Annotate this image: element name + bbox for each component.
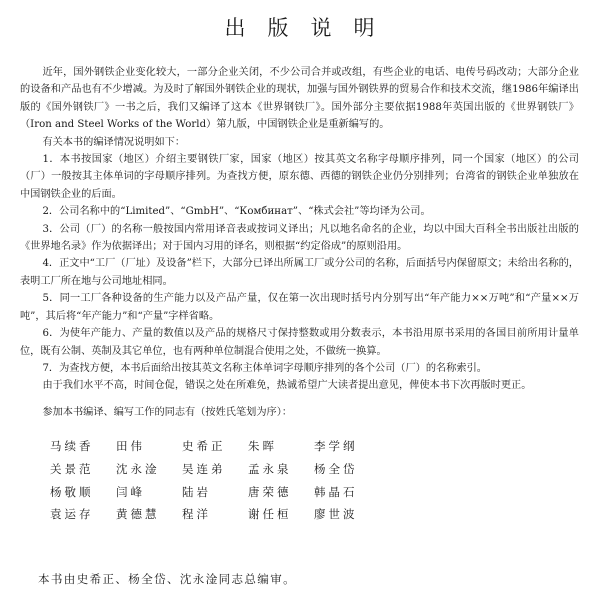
contributor-name: 田伟: [116, 439, 145, 454]
contributors-row: [50, 503, 579, 526]
contributor-name: 廖世波: [314, 507, 358, 522]
intro-paragraph: 近年，国外钢铁企业变化较大，一部分企业关闭，不少公司合并或改组，有些企业的电话、电传号码改动；大部分企业的设备和产品也有不少增减。为及时了解国外钢铁企业的现状，加强与国外钢铁界的贸易合作和技术交流，继1986年编译出版的《国外钢铁厂》一书之后，我们又编译了这本《世界钢铁厂》。国外部分主要依据1988年英国出版的《世界钢铁厂》（Iron and Steel Works of the World）第九版，中国钢铁企业是重新编写的。: [20, 67, 579, 131]
contributor-name: 陆岩: [182, 484, 211, 499]
note-5: 5．同一工厂各种设备的生产能力以及产品产量，仅在第一次出现时括号内分别写出“年产能力××万吨”和“产量××万吨”，其后将“年产能力”和“产量”字样省略。: [20, 293, 579, 322]
contributor-name: 袁运存: [50, 507, 94, 522]
contributor-name: 孟永泉: [248, 462, 292, 477]
contributor-name: 李学纲: [314, 439, 358, 454]
contributor-name: 吴连弟: [182, 462, 226, 477]
contributor-name: 沈永淦: [116, 462, 160, 477]
notes-heading: 有关本书的编译情况说明如下：: [42, 136, 186, 148]
note-3: 3．公司（厂）的名称一般按国内常用译音表或按词义译出；凡以地名命名的企业，均以中国大百科全书出版社出版的《世界地名录》作为依据译出；对于国内习用的译名，则根据“约定俗成”的原则沿用。: [20, 223, 579, 253]
note-7: 7．为查找方便，本书后面给出按其英文名称主体单词字母顺序排列的各个公司（厂）的名称索引。: [42, 362, 487, 374]
contributors-row: [50, 435, 579, 458]
contributor-name: 黄德慧: [116, 507, 160, 522]
contributor-name: 史希正: [182, 439, 226, 454]
note-6: 6．为使年产能力、产量的数值以及产品的规格尺寸保持整数或用分数表示，本书沿用原书采用的各国目前所用计量单位，既有公制、英制及其它单位，也有两种单位制混合使用之处，不做统一换算。: [20, 328, 579, 357]
contributor-name: 杨全岱: [314, 462, 358, 477]
contributor-name: 韩晶石: [314, 484, 358, 499]
contributor-name: 朱晖: [248, 439, 277, 454]
editors-note: 本书由史希正、杨全岱、沈永淦同志总编审。: [38, 572, 296, 586]
contributor-name: 杨敬顺: [50, 484, 94, 499]
contributor-name: 唐荣德: [248, 484, 292, 499]
contributors-heading: 参加本书编译、编写工作的同志有（按姓氏笔划为序）：: [42, 406, 293, 418]
contributors-row: [50, 458, 579, 481]
page-title: 出版说明: [224, 16, 397, 40]
contributor-name: 谢任桓: [248, 507, 292, 522]
note-4: 4．正文中“工厂（厂址）及设备”栏下，大部分已译出所属工厂或分公司的名称，后面括号内保留原文；未给出名称的，表明工厂所在地与公司地址相同。: [20, 258, 579, 287]
contributor-name: 马续香: [50, 439, 94, 454]
contributor-name: 程洋: [182, 507, 211, 522]
contributors-table: [50, 435, 579, 525]
spacer: [20, 395, 579, 404]
contributors-row: [50, 480, 579, 503]
note-1: 1．本书按国家（地区）介绍主要钢铁厂家，国家（地区）按其英文名称字母顺序排列，同一个国家（地区）的公司（厂）一般按其主体单词的字母顺序排列。为查找方便，原东德、西德的钢铁企业仍分别排列；台湾省的钢铁企业单独放在中国钢铁企业的后面。: [20, 154, 579, 200]
contributor-name: 闫峰: [116, 484, 145, 499]
contributor-name: 关景范: [50, 462, 94, 477]
note-2: 2．公司名称中的“Limited”、“GmbH”、“Комбинат”、“株式会社”等均译为公司。: [42, 206, 431, 218]
closing-paragraph: 由于我们水平不高，时间仓促，错误之处在所难免，热诚希望广大读者提出意见，俾使本书下次再版时更正。: [42, 380, 532, 392]
